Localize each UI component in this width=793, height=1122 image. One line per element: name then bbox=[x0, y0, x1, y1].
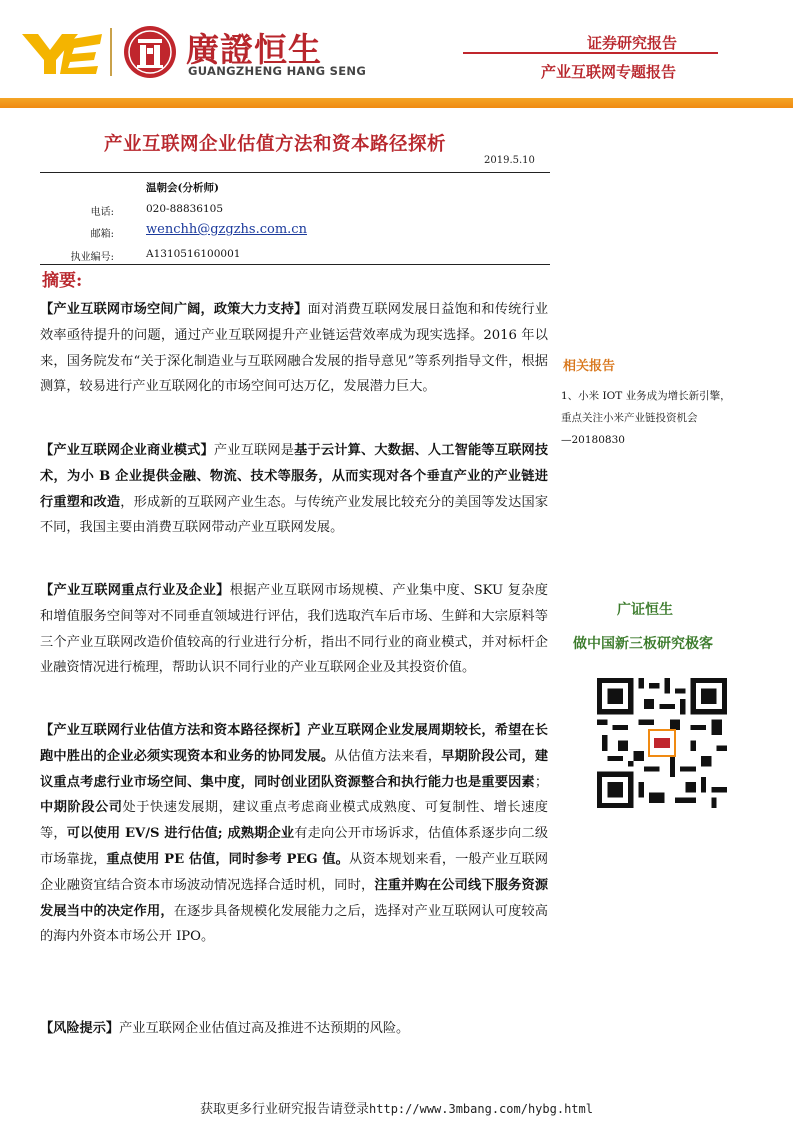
wechat-slogan: 做中国新三板研究极客 bbox=[573, 636, 713, 652]
emphasis-text: 早期阶段公司，建议重点考虑行业市场空间、集中度，同时创业团队资源整合和执行能力也是重要因素 bbox=[40, 748, 549, 790]
emphasis-text: 注重并购在公司线下服务资源发展当中的决定作用， bbox=[40, 877, 549, 919]
emphasis-text: 【产业互联网企业商业模式】 bbox=[40, 443, 214, 458]
wechat-account-name: 广证恒生 bbox=[617, 602, 673, 618]
footer-prefix: 获取更多行业研究报告请登录 bbox=[200, 1102, 370, 1117]
abstract-para-business-model bbox=[40, 438, 548, 541]
email-label: 邮箱: bbox=[90, 229, 114, 240]
abstract-para-key-industries bbox=[40, 578, 548, 681]
body-text: 从资本规划来看，一般产业互联网企业融资宜结合资本市场波动情况选择合适时机，同时， bbox=[40, 851, 549, 893]
email-link[interactable]: wenchh@gzgzhs.com.cn bbox=[146, 222, 307, 237]
brand-name-cn: 廣證恒生 bbox=[186, 30, 322, 69]
body-text: 面对消费互联网发展日益饱和和传统行业效率亟待提升的问题，通过产业互联网提升产业链运营效率成为现实选择。2016 年以来，国务院发布“关于深化制造业与互联网融合发展的指导意见”等系列指导文件，根据测算，较易进行产业互联网化的市场空间可达万亿，发展潜力巨大。 bbox=[40, 302, 549, 395]
body-text: 产业互联网是 bbox=[213, 443, 295, 458]
body-text: 根据产业互联网市场规模、产业集中度、SKU 复杂度和增值服务空间等对不同垂直领域进行评估，我们选取汽车后市场、生鲜和大宗原料等三个产业互联网改造价值较高的行业进行分析，指出不同行业的商业模式，并对标杆企业融资情况进行梳理，帮助认识不同行业的产业互联网企业及其投资价值。 bbox=[40, 583, 548, 676]
emphasis-text: 重点使用 PE 估值，同时参考 PEG 值。 bbox=[106, 851, 349, 867]
related-report-date: —20180830 bbox=[561, 434, 625, 446]
abstract-para-valuation bbox=[40, 718, 548, 950]
report-type: 证券研究报告 bbox=[586, 34, 677, 52]
footer-link[interactable]: http://www.3mbang.com/hybg.html bbox=[369, 1102, 593, 1116]
related-report-line: 重点关注小米产业链投资机会 bbox=[561, 412, 698, 424]
emphasis-text: 【产业互联网市场空间广阔，政策大力支持】 bbox=[40, 302, 308, 317]
body-text: 产业互联网企业估值过高及推进不达预期的风险。 bbox=[119, 1021, 410, 1036]
emphasis-text: 可以使用 EV/S 进行估值; 成熟期企业 bbox=[66, 826, 295, 842]
emphasis-text: 中期阶段公司 bbox=[40, 800, 123, 816]
header-orange-bar bbox=[0, 98, 793, 108]
logo-separator bbox=[110, 28, 112, 76]
abstract-heading: 摘要: bbox=[42, 271, 83, 291]
emphasis-text: 【产业互联网重点行业及企业】 bbox=[40, 583, 230, 598]
phone-label: 电话: bbox=[90, 207, 114, 218]
related-reports-heading: 相关报告 bbox=[563, 359, 616, 374]
emphasis-text: 【风险提示】 bbox=[40, 1021, 120, 1036]
emphasis-text: 基于云计算、大数据、人工智能等互联网技术，为小 B 企业提供金融、物流、技术等服务，从而实现对各个垂直产业的产业链进行重塑和改造 bbox=[40, 443, 549, 510]
phone-value: 020-88836105 bbox=[146, 203, 224, 215]
body-text: 处于快速发展期，建议重点考虑商业模式成熟度、可复制性、增长速度等， bbox=[40, 800, 548, 842]
license-value: A1310516100001 bbox=[146, 248, 241, 260]
seal-logo-icon bbox=[124, 26, 176, 78]
body-text: ； bbox=[534, 774, 548, 790]
license-label: 执业编号: bbox=[70, 252, 114, 263]
brand-name-en: GUANGZHENG HANG SENG bbox=[188, 64, 367, 78]
ye-logo-icon bbox=[22, 30, 102, 76]
header-divider bbox=[463, 52, 718, 54]
abstract-para-risk bbox=[40, 1016, 548, 1042]
analyst-name: 温朝会(分析师) bbox=[146, 182, 219, 194]
related-report-item[interactable] bbox=[561, 385, 781, 451]
abstract-para-market bbox=[40, 297, 548, 400]
body-text: 在逐步具备规模化发展能力之后，选择对产业互联网认可度较高的海内外资本市场公开 IPO。 bbox=[40, 903, 548, 945]
title-rule bbox=[40, 172, 550, 173]
page-footer bbox=[0, 1098, 793, 1117]
qr-code-icon bbox=[594, 678, 730, 808]
analyst-rule bbox=[40, 264, 550, 265]
report-date: 2019.5.10 bbox=[484, 155, 535, 166]
body-text: 有走向公开市场诉求，估值体系逐步向二级市场靠拢， bbox=[40, 826, 549, 867]
body-text: 从估值方法来看， bbox=[334, 748, 442, 764]
emphasis-text: 【产业互联网行业估值方法和资本路径探析】产业互联网企业发展周期较长，希望在长跑中胜出的企业必须实现资本和业务的协同发展。 bbox=[40, 723, 548, 764]
body-text: ，形成新的互联网产业生态。与传统产业发展比较充分的美国等发达国家不同，我国主要由消费互联网带动产业互联网发展。 bbox=[40, 494, 549, 536]
report-title: 产业互联网企业估值方法和资本路径探析 bbox=[104, 134, 447, 155]
related-report-line: 1、小米 IOT 业务成为增长新引擎， bbox=[561, 390, 731, 402]
report-series: 产业互联网专题报告 bbox=[540, 63, 676, 81]
